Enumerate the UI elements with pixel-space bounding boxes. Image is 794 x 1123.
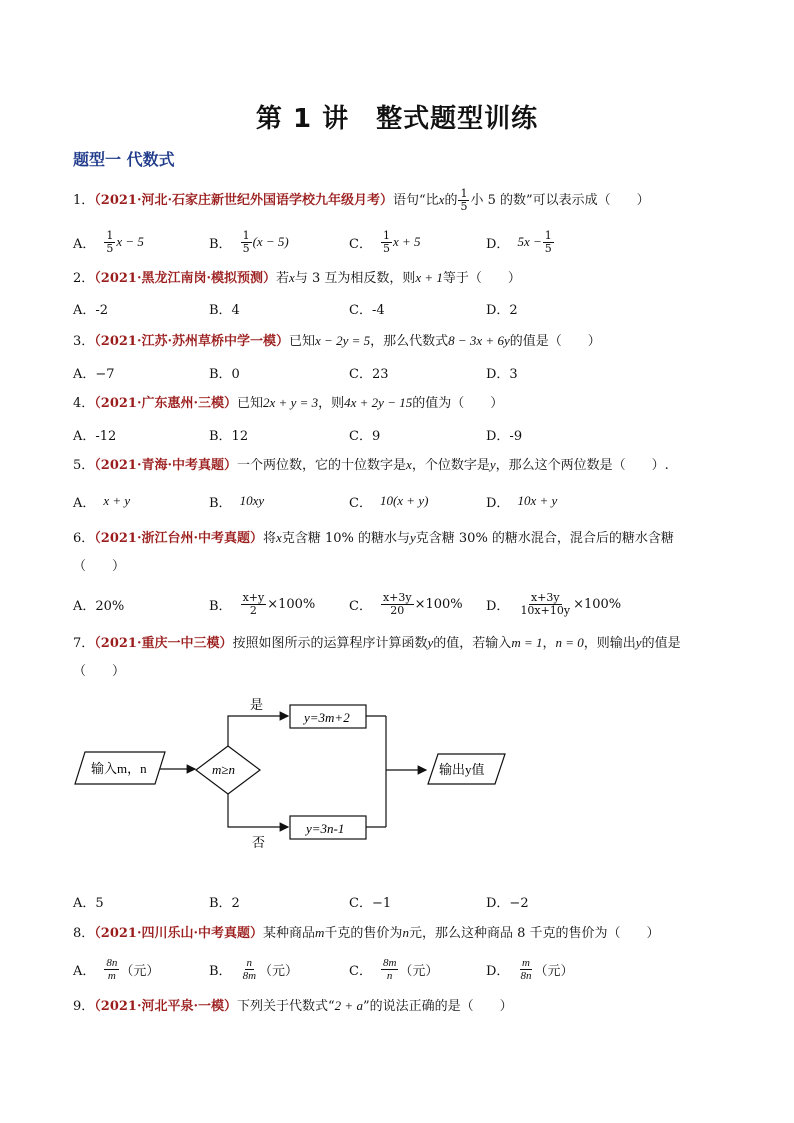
option-c[interactable]: C．−1 [349,895,392,911]
option-d[interactable]: D． $\frac{x+3y}{10x+10y}$ ×100% [486,590,622,617]
option-a[interactable]: A． x + y [73,493,131,511]
option-a[interactable]: A．5 [73,895,104,911]
option-a[interactable]: A．−7 [73,366,115,382]
question-6: 6．（2021·浙江台州·中考真题）将x克含糖 10% 的糖水与y克含糖 30% 的糖水混合，混合后的糖水含糖 [73,530,674,546]
question-2: 2．（2021·黑龙江南岗·模拟预测）若x与 3 互为相反数，则x + 1等于（ ） [73,270,521,286]
question-source: （2021·黑龙江南岗·模拟预测） [94,271,277,286]
question-source: （2021·四川乐山·中考真题） [94,926,264,941]
fraction: $\frac{1}{5}$ [460,187,468,213]
question-5: 5．（2021·青海·中考真题）一个两位数，它的十位数字是x，个位数字是y，那么这个两位数是（ ）. [73,457,669,473]
option-b[interactable]: B． $\frac{1}{5}$ (x − 5) [209,228,289,255]
option-b[interactable]: B．12 [209,428,249,444]
option-c[interactable]: C．9 [349,428,381,444]
option-a[interactable]: A． $\frac{8n}{m}$ （元） [73,956,160,982]
yes-label: 是 [250,697,264,712]
option-b[interactable]: B．2 [209,895,240,911]
question-3: 3．（2021·江苏·苏州草桥中学一模）已知x − 2y = 5，那么代数式8 − 3x + 6y的值是（ ） [73,333,601,349]
output-label: 输出y值 [439,762,485,777]
options-q7 [73,887,733,915]
option-c[interactable]: C．-4 [349,302,385,318]
question-source: （2021·青海·中考真题） [94,458,238,473]
question-source: （2021·河北·石家庄新世纪外国语学校九年级月考） [94,193,394,208]
yes-formula: y=3m+2 [304,710,350,725]
option-d[interactable]: D．−2 [486,895,529,911]
option-b[interactable]: B．0 [209,366,240,382]
question-source: （2021·河北平泉·一模） [94,999,238,1014]
question-8: 8．（2021·四川乐山·中考真题）某种商品m千克的售价为n元，那么这种商品 8 千克的售价为（ ） [73,925,660,941]
question-1: 1．（2021·河北·石家庄新世纪外国语学校九年级月考）语句“比x的 $\frac{1}{5}$ 小 5 的数”可以表示成（ ） [73,187,650,213]
question-4: 4．（2021·广东惠州·三模）已知2x + y = 3，则4x + 2y − 15的值为（ ） [73,395,504,411]
option-b[interactable]: B．4 [209,302,240,318]
decision-label: m≥n [212,762,236,777]
options-q8 [73,955,733,983]
option-c[interactable]: C．23 [349,366,389,382]
option-c[interactable]: C． 10(x + y) [349,493,429,511]
no-formula: y=3n-1 [306,821,345,836]
no-label: 否 [252,835,266,850]
option-a[interactable]: A． $\frac{1}{5}$ x − 5 [73,228,144,255]
input-label: 输入m，n [91,761,147,776]
option-d[interactable]: D． 5x − $\frac{1}{5}$ [486,228,552,255]
option-a[interactable]: A．20% [73,598,125,614]
option-d[interactable]: D． $\frac{m}{8n}$ （元） [486,956,574,982]
page-title: 第 1 讲 整式题型训练 [255,104,539,134]
option-b[interactable]: B． 10xy [209,493,265,511]
section-heading: 题型一 代数式 [73,150,175,169]
option-d[interactable]: D． 10x + y [486,493,558,511]
option-c[interactable]: C． $\frac{8m}{n}$ （元） [349,956,439,982]
option-b[interactable]: B． $\frac{x+y}{2}$ ×100% [209,590,316,617]
question-source: （2021·广东惠州·三模） [94,396,238,411]
option-d[interactable]: D．3 [486,366,518,382]
option-d[interactable]: D．2 [486,302,518,318]
option-b[interactable]: B． $\frac{n}{8m}$ （元） [209,956,299,982]
option-a[interactable]: A．-12 [73,428,117,444]
option-c[interactable]: C． $\frac{1}{5}$ x + 5 [349,228,421,255]
question-source: （2021·重庆一中三模） [94,636,233,651]
question-9: 9．（2021·河北平泉·一模）下列关于代数式“2 + a”的说法正确的是（ ） [73,998,513,1014]
question-7-blank: （ ） [73,664,126,679]
question-source: （2021·浙江台州·中考真题） [94,531,264,546]
question-source: （2021·江苏·苏州草桥中学一模） [94,334,290,349]
question-7: 7．（2021·重庆一中三模）按照如图所示的运算程序计算函数y的值，若输入m = 1，n = 0，则输出y的值是 [73,635,681,651]
option-d[interactable]: D．-9 [486,428,523,444]
question-number: 1． [73,193,95,208]
question-6-blank: （ ） [73,559,126,574]
option-a[interactable]: A．-2 [73,302,109,318]
option-c[interactable]: C． $\frac{x+3y}{20}$ ×100% [349,590,463,617]
